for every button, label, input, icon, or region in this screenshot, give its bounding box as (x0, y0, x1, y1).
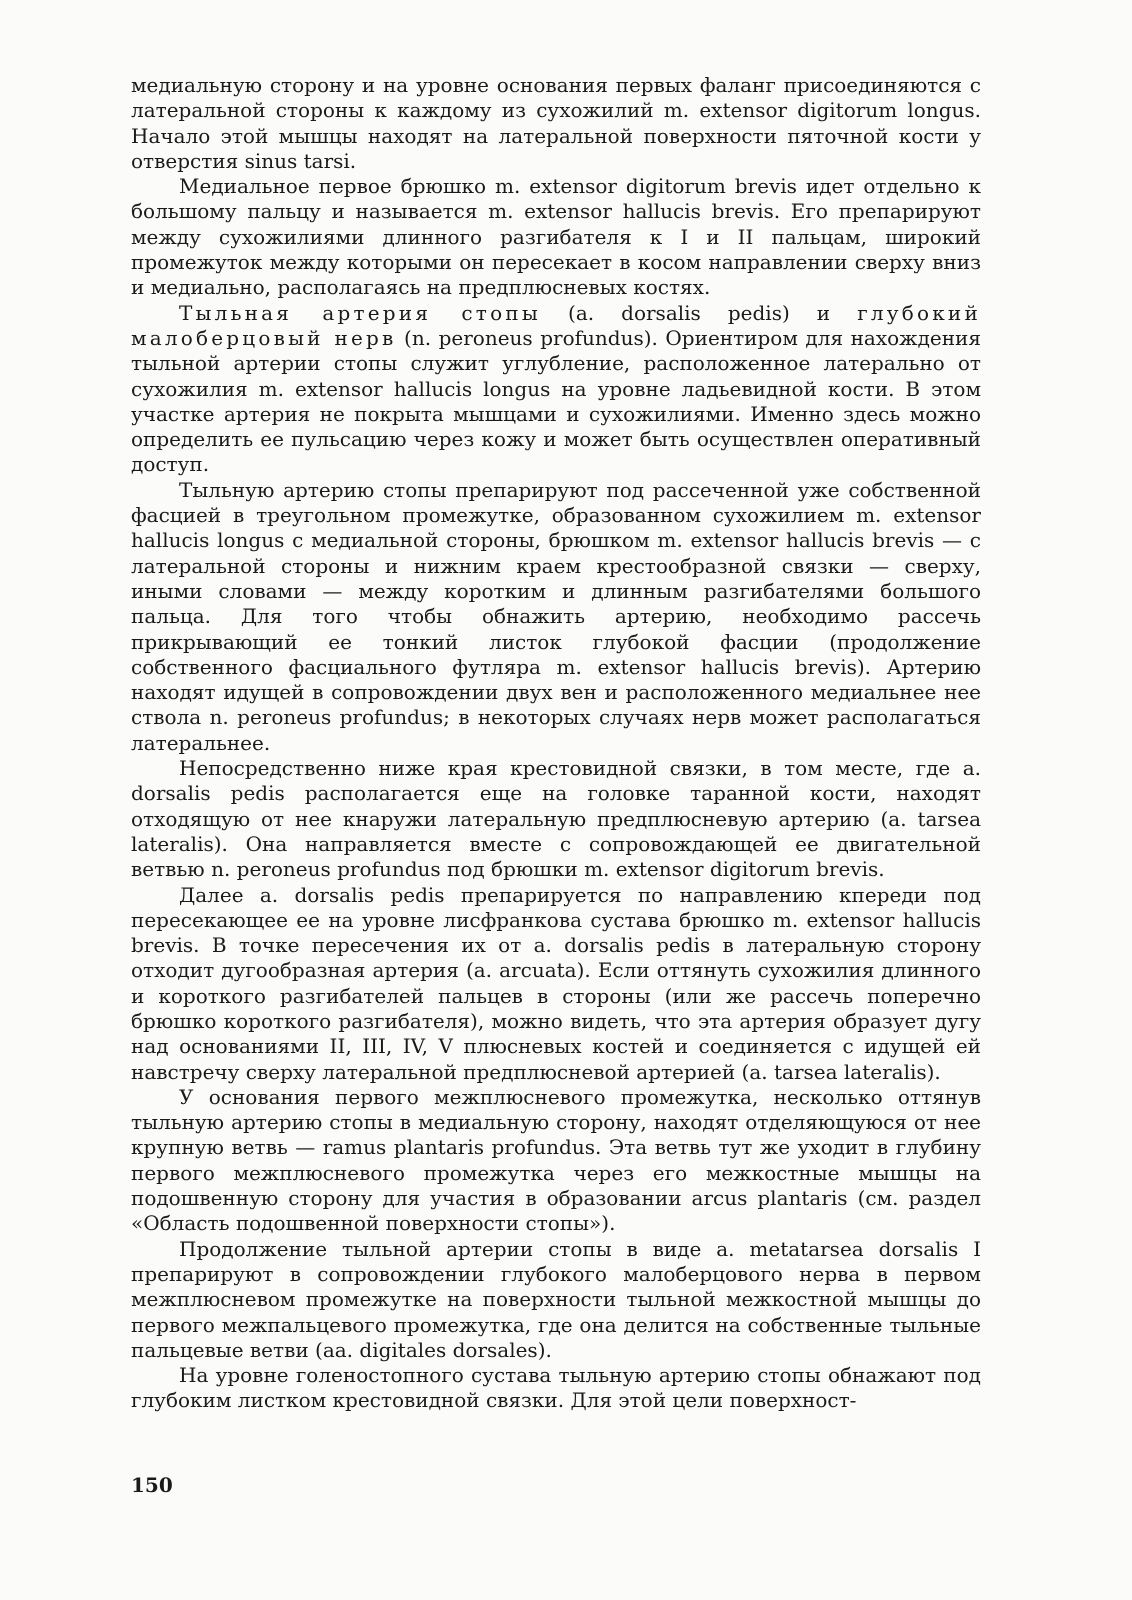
paragraph-3-text: (n. peroneus profundus). Ориентиром для нахождения тыльной артерии стопы служит углубление, расположенное латерально от сухожилия m. extensor hallucis longus на уровне ладьевидной кости. В этом участке артерия не покрыта мышцами и сухожилиями. Именно здесь можно определить ее пульсацию через кожу и может быть осуществлен оперативный доступ. (131, 325, 981, 477)
paragraph-3 (131, 301, 981, 478)
paragraph-7: У основания первого межплюсневого промежутка, несколько оттянув тыльную артерию стопы в медиальную сторону, находят отделяющуюся от нее крупную ветвь — ramus plantaris profundus. Эта ветвь тут же уходит в глубину первого межплюсневого промежутка через его межкостные мышцы на подошвенную сторону для участия в образовании arcus plantaris (см. раздел «Область подошвенной поверхности стопы»). (131, 1084, 981, 1236)
paragraph-8: Продолжение тыльной артерии стопы в виде a. metatarsea dorsalis I препарируют в сопровождении глубокого малоберцового нерва в первом межплюсневом промежутке на поверхности тыльной межкостной мышцы до первого межпальцевого промежутка, где она делится на собственные тыльные пальцевые ветви (aa. digitales dorsales). (131, 1236, 981, 1362)
section-heading-artery: Тыльная артерия стопы (179, 300, 541, 325)
paragraph-1: медиальную сторону и на уровне основания первых фаланг присоединяются с латеральной стороны к каждому из сухожилий m. extensor digitorum longus. Начало этой мышцы находят на латеральной поверхности пяточной кости у отверстия sinus tarsi. (131, 73, 981, 173)
paragraph-9: На уровне голеностопного сустава тыльную артерию стопы обнажают под глубоким листком крестовидной связки. Для этой цели поверхност- (131, 1363, 981, 1413)
paragraph-4: Тыльную артерию стопы препарируют под рассеченной уже собственной фасцией в треугольном промежутке, образованном сухожилием m. extensor hallucis longus с медиальной стороны, брюшком m. extensor hallucis brevis — с латеральной стороны и нижним краем крестообразной связки — сверху, иными словами — между коротким и длинным разгибателями большого пальца. Для того чтобы обнажить артерию, необходимо рассечь прикрывающий ее тонкий листок глубокой фасции (продолжение собственного фасциального футляра m. extensor hallucis brevis). Артерию находят идущей в сопровождении двух вен и расположенного медиальнее нее ствола n. peroneus profundus; в некоторых случаях нерв может располагаться латеральнее. (131, 477, 981, 755)
heading-connector: (a. dorsalis pedis) и (540, 300, 858, 325)
paragraph-5: Непосредственно ниже края крестовидной связки, в том месте, где a. dorsalis pedis располагается еще на головке таранной кости, находят отходящую от нее кнаружи латеральную предплюсневую артерию (a. tarsea lateralis). Она направляется вместе с сопровождающей ее двигательной ветвью n. peroneus profundus под брюшки m. extensor digitorum brevis. (131, 756, 981, 882)
paragraph-6: Далее a. dorsalis pedis препарируется по направлению кпереди под пересекающее ее на уровне лисфранкова сустава брюшко m. extensor hallucis brevis. В точке пересечения их от a. dorsalis pedis в латеральную сторону отходит дугообразная артерия (a. arcuata). Если оттянуть сухожилия длинного и короткого разгибателей пальцев в стороны (или же рассечь поперечно брюшко короткого разгибателя), можно видеть, что эта артерия образует дугу над основаниями II, III, IV, V плюсневых костей и соединяется с идущей ей навстречу сверху латеральной предплюсневой артерией (a. tarsea lateralis). (131, 882, 981, 1084)
section-heading-nerve: глубокий малоберцовый нерв (131, 300, 981, 350)
page-number: 150 (131, 1473, 173, 1497)
body-text (131, 73, 981, 1414)
paragraph-2: Медиальное первое брюшко m. extensor digitorum brevis идет отдельно к большому пальцу и называется m. extensor hallucis brevis. Его препарируют между сухожилиями длинного разгибателя к I и II пальцам, широкий промежуток между которыми он пересекает в косом направлении сверху вниз и медиально, располагаясь на предплюсневых костях. (131, 174, 981, 300)
